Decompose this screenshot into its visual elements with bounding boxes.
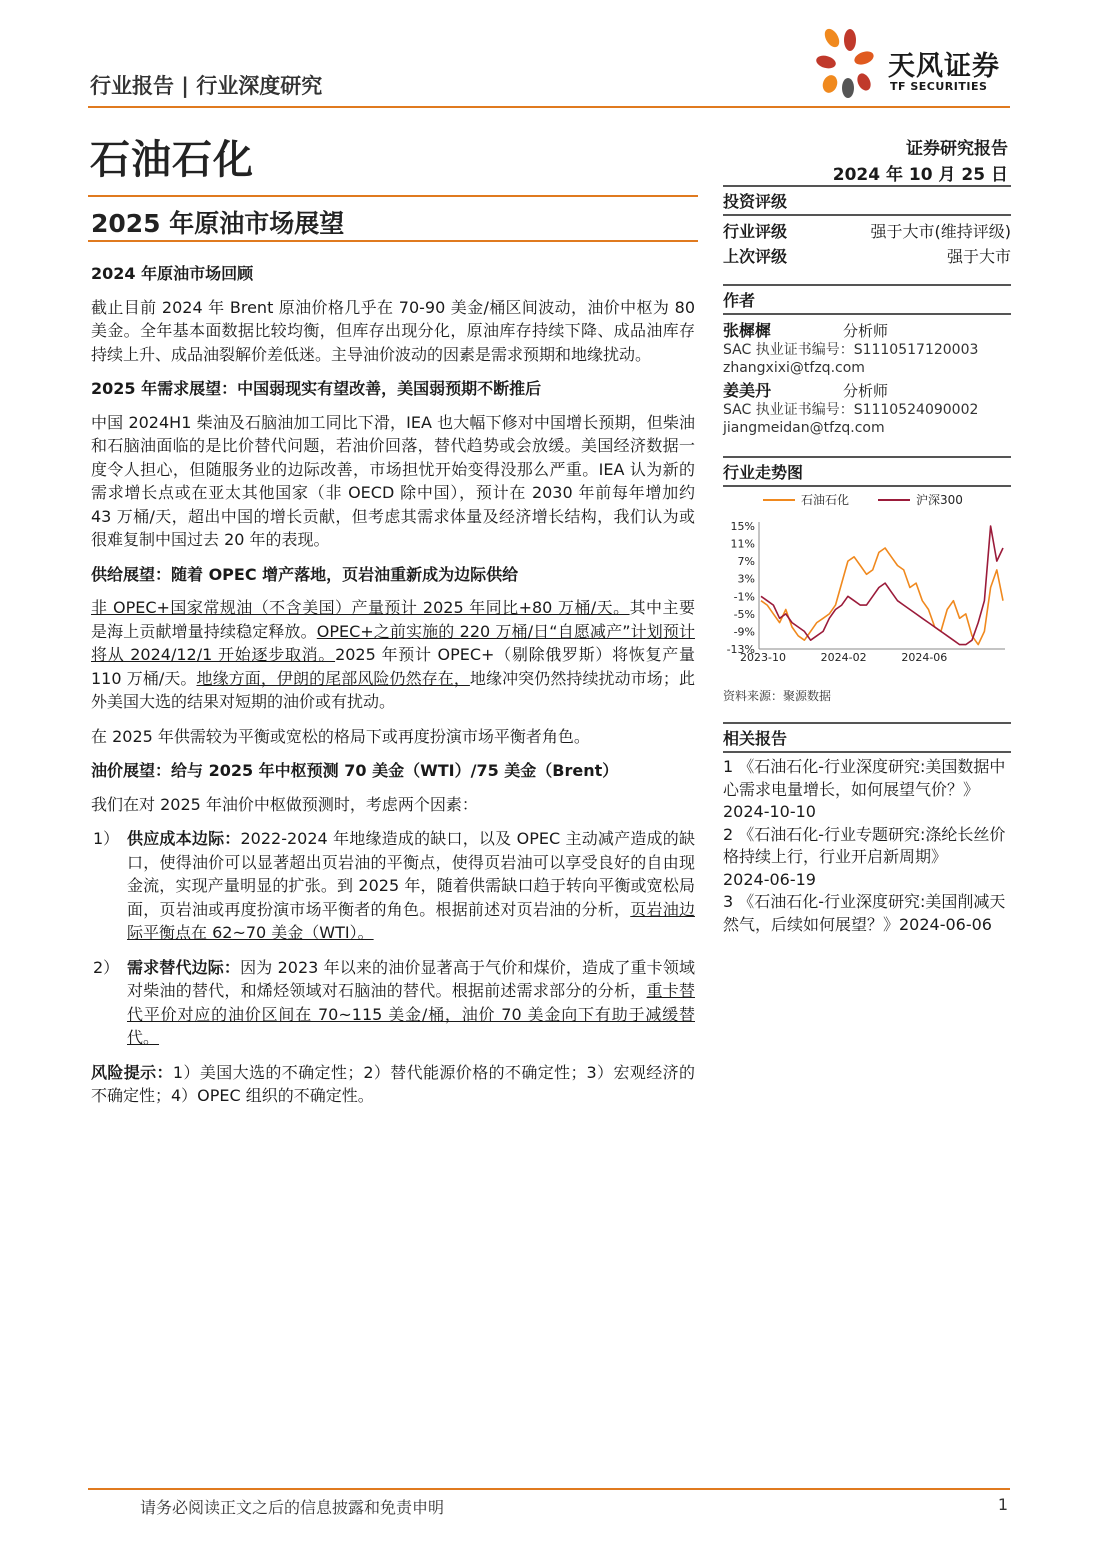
y-tick-label: -1% xyxy=(733,590,755,604)
author-role: 分析师 xyxy=(843,322,889,340)
underlined-text: 重卡替代平价对应的油价区间在 70~115 美金/桶，油价 70 美金向下有助于减缓替代。 xyxy=(127,981,695,1047)
text: 地缘冲突仍然持续扰动市场；此外美国大选的结果对短期的油价或有扰动。 xyxy=(91,668,695,711)
related-title[interactable]: 1 《石油石化-行业深度研究:美国数据中心需求电量增长，如何展望气价？》 xyxy=(723,757,1006,799)
logo-text-cn: 天风证券 xyxy=(888,51,1000,82)
report-type: 证券研究报告 xyxy=(906,139,1008,159)
text: 2025 年预计 OPEC+（剔除俄罗斯）将恢复产量 110 万桶/天。 xyxy=(91,645,695,688)
author-email[interactable]: jiangmeidan@tfzq.com xyxy=(723,420,885,436)
title-rule-top xyxy=(88,195,698,197)
list-label: 需求替代边际： xyxy=(127,957,241,977)
y-tick-label: -5% xyxy=(733,607,755,621)
section-heading: 供给展望：随着 OPEC 增产落地，页岩油重新成为边际供给 xyxy=(91,564,519,584)
rating-value: 强于大市 xyxy=(946,247,1011,266)
chart-source: 资料来源：聚源数据 xyxy=(723,689,832,703)
report-date: 2024 年 10 月 25 日 xyxy=(832,165,1008,185)
paragraph: 截止目前 2024 年 Brent 原油价格几乎在 70-90 美金/桶区间波动，油价中枢为 80 美金。全年基本面数据比较均衡，但库存出现分化，原油库存持续下降、成品油库存持续上升、成品油裂解价差低迷。主导油价波动的因素是需求预期和地缘扰动。 xyxy=(91,297,695,364)
author-name: 姜美丹 xyxy=(723,381,772,400)
rating-section xyxy=(723,185,1011,269)
related-title[interactable]: 3 《石油石化-行业深度研究:美国削减天然气，后续如何展望？》2024-06-06 xyxy=(723,892,1006,934)
authors-heading: 作者 xyxy=(723,284,1011,315)
tf-logo-icon xyxy=(812,26,884,102)
x-tick-label: 2023-10 xyxy=(740,651,786,664)
logo-text-en: TF SECURITIES xyxy=(890,80,988,93)
y-tick-label: 3% xyxy=(737,572,755,586)
authors-section xyxy=(723,284,1011,437)
related-title[interactable]: 2 《石油石化-行业专题研究:涤纶长丝价格持续上行，行业开启新周期》 xyxy=(723,824,1006,866)
legend-label: 石油石化 xyxy=(801,493,850,507)
author-name: 张樨樨 xyxy=(723,321,772,340)
author-email[interactable]: zhangxixi@tfzq.com xyxy=(723,360,865,376)
list-text xyxy=(127,827,695,945)
y-tick-label: -13% xyxy=(726,643,755,656)
list-number: 1） xyxy=(93,829,120,848)
section-heading: 2024 年原油市场回顾 xyxy=(91,264,254,283)
series-line xyxy=(761,548,1003,645)
author-cert: SAC 执业证书编号：S1110517120003 xyxy=(723,342,979,358)
text: 因为 2023 年以来的油价显著高于气价和煤价，造成了重卡领域对柴油的替代，和烯烃领域对石脑油的替代。根据前述需求部分的分析， xyxy=(127,957,695,1000)
list-label: 供应成本边际： xyxy=(127,829,241,848)
paragraph: 在 2025 年供需较为平衡或宽松的格局下或再度扮演市场平衡者角色。 xyxy=(91,726,590,746)
series-line xyxy=(761,526,1003,645)
rating-key: 行业评级 xyxy=(723,222,788,241)
report-title: 2025 年原油市场展望 xyxy=(91,209,345,238)
underlined-text: 地缘方面，伊朗的尾部风险仍然存在， xyxy=(196,668,470,688)
text: 2022-2024 年地缘造成的缺口，以及 OPEC 主动减产造成的缺口，使得油价可以显著超出页岩油的平衡点，使得页岩油可以享受良好的自由现金流，实现产量明显的扩张。到 2025 年，随着供需缺口趋于转向平衡或宽松局面，页岩油或再度扮演市场平衡者的角色。根据前述对页岩油的分析， xyxy=(127,829,695,919)
list-number: 2） xyxy=(93,957,120,977)
paragraph xyxy=(91,596,695,714)
title-rule-bottom xyxy=(88,240,698,242)
rating-value: 强于大市(维持评级) xyxy=(870,222,1011,241)
risk-paragraph xyxy=(91,1061,695,1108)
paragraph: 中国 2024H1 柴油及石脑油加工同比下滑，IEA 也大幅下修对中国增长预期，但柴油和石脑油面临的是比价替代问题，若油价回落，替代趋势或会放缓。美国经济数据一度令人担心，但随服务业的边际改善，市场担忧开始变得没那么严重。IEA 认为新的需求增长点或在亚太其他国家（非 OECD 除中国），预计在 2030 年前每年增加约 43 万桶/天，超出中国的增长贡献，但考虑其需求体量及经济增长结构，我们认为或很难复制中国过去 20 年的表现。 xyxy=(91,412,695,549)
list-item xyxy=(91,956,695,1050)
section-heading: 油价展望：给与 2025 年中枢预测 70 美金（WTI）/75 美金（Brent） xyxy=(91,761,619,780)
related-date: 2024-06-19 xyxy=(723,869,816,889)
y-tick-label: 7% xyxy=(737,555,755,569)
related-date: 2024-10-10 xyxy=(723,802,816,821)
trend-section xyxy=(723,456,1011,487)
text: 1）美国大选的不确定性；2）替代能源价格的不确定性；3）宏观经济的不确定性；4）OPEC 组织的不确定性。 xyxy=(91,1062,695,1105)
rating-heading: 投资评级 xyxy=(723,185,1011,216)
related-item[interactable] xyxy=(723,891,1011,936)
page-number: 1 xyxy=(997,1495,1008,1514)
list-text xyxy=(127,956,695,1050)
section-heading: 2025 年需求展望：中国弱现实有望改善，美国弱预期不断推后 xyxy=(91,379,542,398)
underlined-text: 非 OPEC+国家常规油（不含美国）产量预计 2025 年同比+80 万桶/天。 xyxy=(91,598,630,617)
risk-label: 风险提示： xyxy=(91,1062,173,1082)
author-block xyxy=(723,321,1011,377)
bottom-rule xyxy=(88,1488,1010,1490)
author-name-row xyxy=(723,321,1011,341)
sector-title: 石油石化 xyxy=(90,137,254,183)
top-rule xyxy=(88,106,1010,108)
industry-trend-chart xyxy=(723,486,1011,676)
author-role: 分析师 xyxy=(843,382,889,400)
list-item xyxy=(91,827,695,945)
text: 其中主要是海上贡献增量持续稳定释放。 xyxy=(91,598,695,641)
x-tick-label: 2024-06 xyxy=(901,651,948,664)
rating-key: 上次评级 xyxy=(723,247,788,266)
author-name-row xyxy=(723,381,1011,401)
rating-row xyxy=(723,219,1011,244)
related-section xyxy=(723,722,1011,936)
chart-legend xyxy=(763,492,963,507)
y-tick-label: 15% xyxy=(730,520,755,533)
paragraph: 我们在对 2025 年油价中枢做预测时，考虑两个因素： xyxy=(91,794,478,814)
related-item[interactable] xyxy=(723,824,1011,892)
author-block xyxy=(723,381,1011,437)
report-category: 行业报告 | 行业深度研究 xyxy=(90,74,323,98)
trend-heading: 行业走势图 xyxy=(723,456,1011,487)
underlined-text: 页岩油边际平衡点在 62~70 美金（WTI）。 xyxy=(127,899,695,942)
related-item[interactable] xyxy=(723,756,1011,824)
related-heading: 相关报告 xyxy=(723,722,1011,753)
y-tick-label: -9% xyxy=(733,625,755,639)
x-tick-label: 2024-02 xyxy=(820,651,867,664)
chart-lines xyxy=(761,526,1003,645)
footer-disclaimer: 请务必阅读正文之后的信息披露和免责申明 xyxy=(140,1498,445,1517)
author-cert: SAC 执业证书编号：S1110524090002 xyxy=(723,402,979,418)
legend-label: 沪深300 xyxy=(916,493,963,507)
y-tick-label: 11% xyxy=(730,537,755,551)
rating-row xyxy=(723,244,1011,269)
chart-axes xyxy=(727,520,1005,664)
main-body xyxy=(91,262,695,1119)
underlined-text: OPEC+之前实施的 220 万桶/日“自愿减产”计划预计将从 2024/12/1 开始逐步取消。 xyxy=(91,621,695,664)
